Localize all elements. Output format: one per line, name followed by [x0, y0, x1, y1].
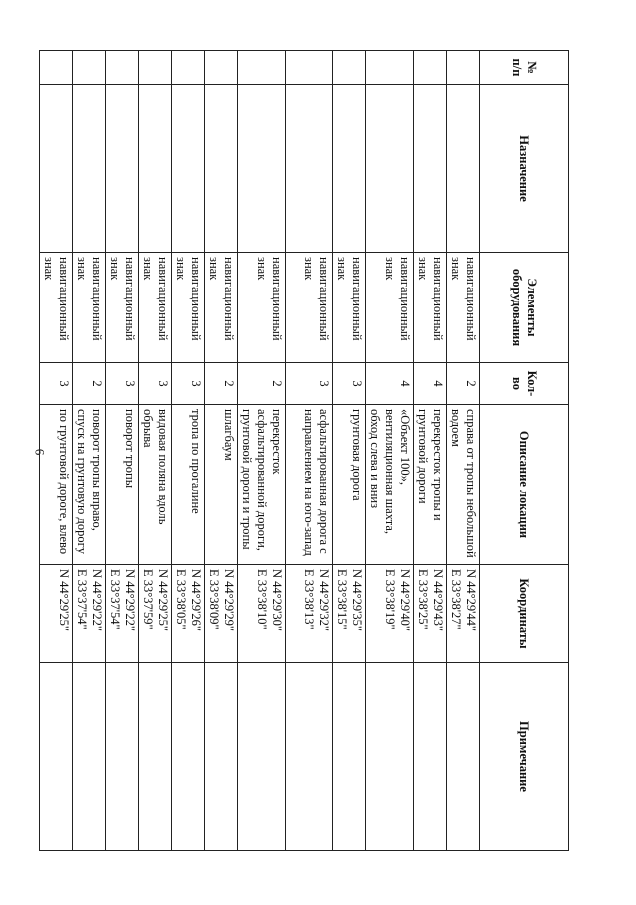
table-row	[238, 51, 286, 851]
table-row	[73, 51, 106, 851]
table-row	[172, 51, 205, 851]
table-body	[40, 51, 480, 851]
cell-elements: навигационный знак	[205, 253, 238, 363]
coord-longitude: E 33°38'05"	[174, 569, 188, 630]
cell-purpose	[73, 85, 106, 253]
cell-num	[414, 51, 447, 85]
coord-latitude: N 44°29'25"	[156, 569, 170, 632]
cell-purpose	[447, 85, 480, 253]
table-row	[333, 51, 366, 851]
cell-qty: 4	[366, 363, 414, 405]
cell-note	[447, 663, 480, 851]
cell-purpose	[205, 85, 238, 253]
cell-elements: навигационный знак	[73, 253, 106, 363]
cell-description: перекресток тропы и грунтовой дороги	[414, 405, 447, 565]
cell-elements: навигационный знак	[333, 253, 366, 363]
cell-qty: 3	[139, 363, 172, 405]
cell-qty: 2	[205, 363, 238, 405]
cell-coords	[414, 565, 447, 663]
cell-description: асфальтированная дорога с направлением на юго-запад	[286, 405, 333, 565]
cell-purpose	[172, 85, 205, 253]
cell-num	[366, 51, 414, 85]
cell-elements: навигационный знак	[106, 253, 139, 363]
cell-qty: 2	[73, 363, 106, 405]
cell-coords	[238, 565, 286, 663]
cell-coords	[139, 565, 172, 663]
cell-note	[40, 663, 73, 851]
cell-elements: навигационный знак	[366, 253, 414, 363]
cell-coords	[172, 565, 205, 663]
cell-qty: 3	[286, 363, 333, 405]
cell-description: поворот тропы	[106, 405, 139, 565]
cell-note	[106, 663, 139, 851]
coord-longitude: E 33°38'10"	[255, 569, 269, 630]
cell-description: поворот тропы вправо, спуск на грунтовую дорогу	[73, 405, 106, 565]
header-purpose: Назначение	[480, 85, 569, 253]
cell-num	[447, 51, 480, 85]
coord-latitude: N 44°29'22"	[123, 569, 137, 632]
cell-description: справа от тропы небольшой водоем	[447, 405, 480, 565]
coord-longitude: E 33°38'19"	[383, 569, 397, 630]
header-description: Описание локации	[480, 405, 569, 565]
coord-latitude: N 44°29'29"	[222, 569, 236, 632]
cell-elements: навигационный знак	[414, 253, 447, 363]
table-row	[414, 51, 447, 851]
cell-qty: 3	[172, 363, 205, 405]
table-header-row	[480, 51, 569, 851]
header-note: Примечание	[480, 663, 569, 851]
coord-latitude: N 44°29'43"	[431, 569, 445, 632]
cell-qty: 2	[238, 363, 286, 405]
coord-longitude: E 33°37'54"	[108, 569, 122, 630]
coord-latitude: N 44°29'30"	[270, 569, 284, 632]
cell-note	[205, 663, 238, 851]
table-row	[139, 51, 172, 851]
cell-note	[73, 663, 106, 851]
cell-purpose	[139, 85, 172, 253]
coord-latitude: N 44°29'25"	[57, 569, 71, 632]
header-elements: Элементы оборудования	[480, 253, 569, 363]
cell-num	[73, 51, 106, 85]
cell-qty: 2	[447, 363, 480, 405]
cell-purpose	[238, 85, 286, 253]
cell-purpose	[414, 85, 447, 253]
cell-coords	[366, 565, 414, 663]
cell-coords	[106, 565, 139, 663]
cell-elements: навигационный знак	[139, 253, 172, 363]
cell-description: шлагбаум	[205, 405, 238, 565]
coord-longitude: E 33°38'15"	[335, 569, 349, 630]
table-row	[205, 51, 238, 851]
coord-latitude: N 44°29'32"	[317, 569, 331, 632]
cell-purpose	[40, 85, 73, 253]
table-row	[447, 51, 480, 851]
cell-elements: навигационный знак	[238, 253, 286, 363]
coord-latitude: N 44°29'40"	[398, 569, 412, 632]
header-qty: Кол-во	[480, 363, 569, 405]
header-coords: Координаты	[480, 565, 569, 663]
coord-latitude: N 44°29'35"	[350, 569, 364, 632]
cell-elements: навигационный знак	[447, 253, 480, 363]
cell-coords	[40, 565, 73, 663]
cell-elements: навигационный знак	[286, 253, 333, 363]
cell-note	[172, 663, 205, 851]
coord-longitude: E 33°37'54"	[75, 569, 89, 630]
coord-longitude: E 33°38'09"	[207, 569, 221, 630]
cell-elements: навигационный знак	[172, 253, 205, 363]
cell-num	[40, 51, 73, 85]
cell-num	[286, 51, 333, 85]
cell-note	[286, 663, 333, 851]
coord-longitude: E 33°38'25"	[416, 569, 430, 630]
cell-coords	[286, 565, 333, 663]
cell-qty: 4	[414, 363, 447, 405]
cell-num	[238, 51, 286, 85]
coord-longitude: E 33°37'59"	[141, 569, 155, 630]
table-row	[40, 51, 73, 851]
table-row	[366, 51, 414, 851]
cell-purpose	[106, 85, 139, 253]
cell-num	[333, 51, 366, 85]
coord-latitude: N 44°29'26"	[189, 569, 203, 632]
cell-coords	[205, 565, 238, 663]
cell-num	[205, 51, 238, 85]
header-num: № п/п	[480, 51, 569, 85]
table-row	[286, 51, 333, 851]
cell-note	[366, 663, 414, 851]
cell-note	[139, 663, 172, 851]
cell-purpose	[286, 85, 333, 253]
table-row	[106, 51, 139, 851]
coord-longitude: E 33°38'27"	[449, 569, 463, 630]
cell-qty: 3	[40, 363, 73, 405]
cell-purpose	[366, 85, 414, 253]
cell-note	[414, 663, 447, 851]
rotated-table-wrapper	[42, 50, 636, 792]
cell-elements: навигационный знак	[40, 253, 73, 363]
cell-description: видовая поляна вдоль обрыва	[139, 405, 172, 565]
cell-qty: 3	[333, 363, 366, 405]
cell-description: по грунтовой дороге, влево	[40, 405, 73, 565]
page-number: 6	[32, 448, 48, 456]
cell-description: перекресток асфальтированной дороги, грунтовой дороги и тропы	[238, 405, 286, 565]
coord-longitude: E 33°38'13"	[302, 569, 316, 630]
coord-latitude: N 44°29'44"	[464, 569, 478, 632]
cell-description: грунтовая дорога	[333, 405, 366, 565]
cell-coords	[73, 565, 106, 663]
cell-num	[106, 51, 139, 85]
coord-latitude: N 44°29'22"	[90, 569, 104, 632]
cell-note	[333, 663, 366, 851]
cell-qty: 3	[106, 363, 139, 405]
cell-description: тропа по прогалине	[172, 405, 205, 565]
cell-note	[238, 663, 286, 851]
cell-coords	[447, 565, 480, 663]
cell-coords	[333, 565, 366, 663]
cell-description: «Объект 100», вентиляционная шахта, обход слева и вниз	[366, 405, 414, 565]
cell-purpose	[333, 85, 366, 253]
locations-table	[39, 50, 569, 851]
cell-num	[172, 51, 205, 85]
cell-num	[139, 51, 172, 85]
